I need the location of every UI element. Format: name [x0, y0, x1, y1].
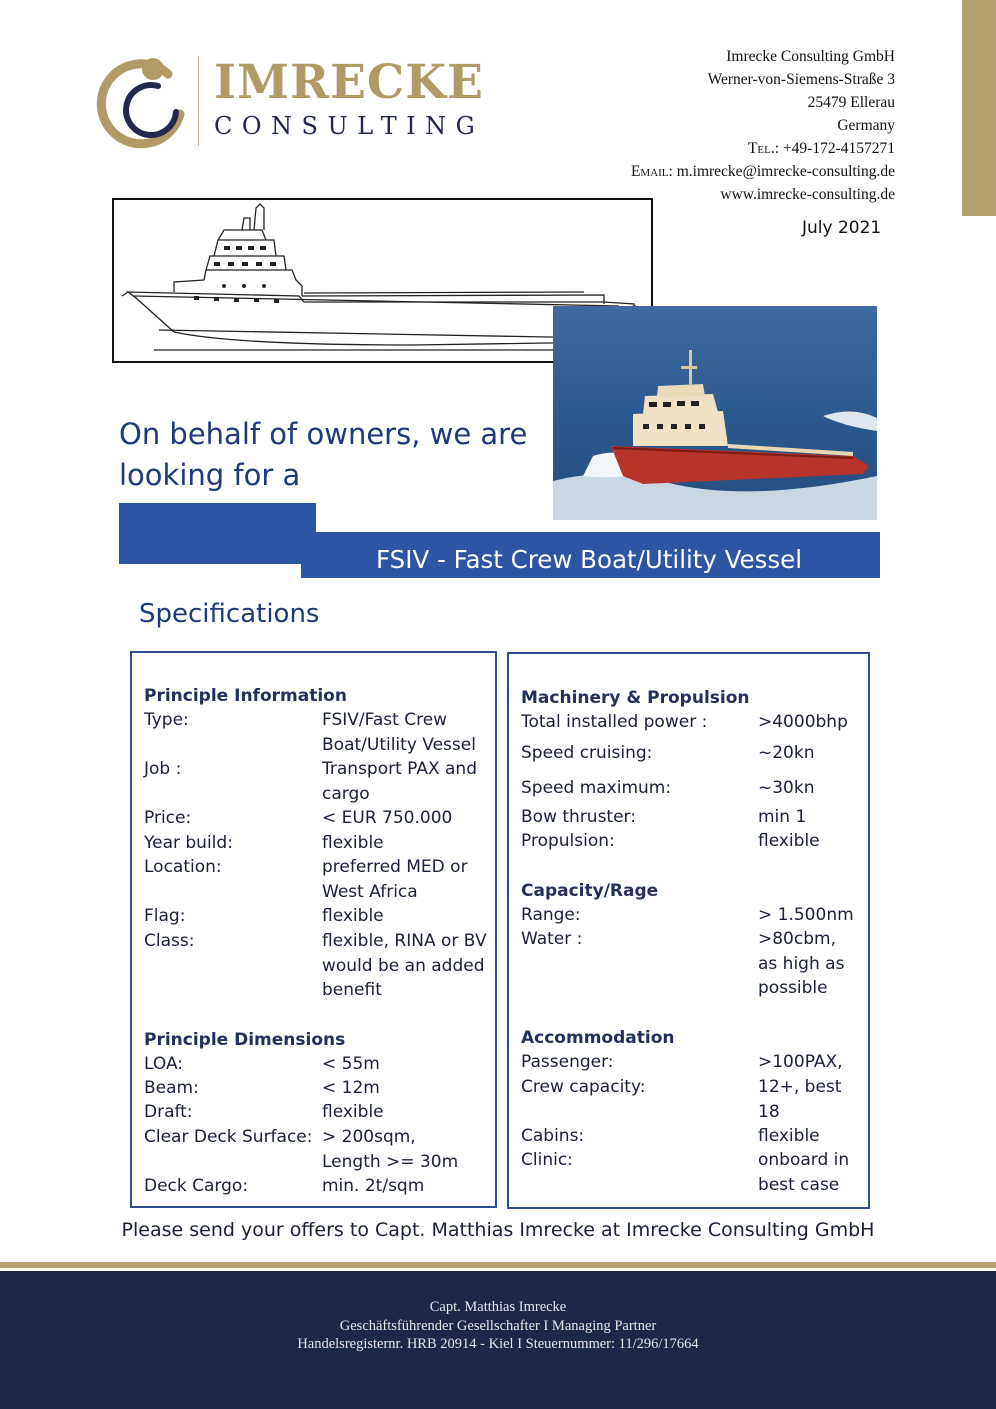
- section-machinery-propulsion: Machinery & Propulsion: [521, 688, 750, 708]
- spec-key: Range:: [521, 905, 581, 925]
- vessel-photo: [553, 306, 877, 520]
- section-accommodation: Accommodation: [521, 1028, 675, 1048]
- spec-key: Water :: [521, 929, 583, 949]
- spec-value: >4000bhp: [758, 712, 848, 732]
- spec-key: LOA:: [144, 1054, 184, 1074]
- spec-value: flexible: [322, 906, 384, 926]
- email[interactable]: Email: m.imrecke@imrecke-consulting.de: [630, 163, 895, 180]
- website-link[interactable]: www.imrecke-consulting.de: [720, 186, 895, 203]
- spec-value: flexible: [322, 1102, 384, 1122]
- spec-key: Beam:: [144, 1078, 199, 1098]
- spec-key: Class:: [144, 931, 195, 951]
- spec-value: ~30kn: [758, 778, 815, 798]
- footer: [0, 1271, 996, 1409]
- vessel-type-title: FSIV - Fast Crew Boat/Utility Vessel: [376, 545, 803, 574]
- spec-value: preferred MED or West Africa: [322, 857, 468, 902]
- spec-key: Cabins:: [521, 1126, 585, 1146]
- section-principle-dimensions: Principle Dimensions: [144, 1030, 346, 1050]
- section-capacity-range: Capacity/Rage: [521, 881, 659, 901]
- spec-key: Crew capacity:: [521, 1077, 646, 1097]
- spec-key: Price:: [144, 808, 192, 828]
- spec-value: flexible, RINA or BV would be an added benefit: [322, 931, 487, 1000]
- specifications-heading: Specifications: [139, 599, 320, 629]
- spec-key: Propulsion:: [521, 831, 615, 851]
- spec-value: > 200sqm, Length >= 30m: [322, 1127, 459, 1172]
- footer-text: [0, 1298, 996, 1354]
- spec-key: Bow thruster:: [521, 807, 636, 827]
- spec-value: < EUR 750.000: [322, 808, 453, 828]
- spec-key: Draft:: [144, 1102, 193, 1122]
- offer-instruction: Please send your offers to Capt. Matthias Imrecke at Imrecke Consulting GmbH: [121, 1219, 875, 1241]
- spec-key: Clinic:: [521, 1150, 573, 1170]
- logo-wordmark: IMRECKE: [214, 55, 484, 110]
- footer-registry: Handelsregisternr. HRB 20914 - Kiel I Steuernummer: 11/296/17664: [297, 1336, 699, 1352]
- spec-value: min. 2t/sqm: [322, 1176, 425, 1196]
- headline: On behalf of owners, we are looking for a: [119, 417, 528, 492]
- document-date: July 2021: [802, 218, 882, 238]
- company-address: [631, 45, 895, 206]
- gold-corner-tab: [962, 0, 996, 216]
- logo-divider: [198, 56, 199, 146]
- spec-key: Total installed power :: [521, 712, 708, 732]
- spec-value: Transport PAX and cargo: [322, 759, 478, 804]
- spec-value: ~20kn: [758, 743, 815, 763]
- vessel-photo-icon: [553, 306, 877, 520]
- footer-name: Capt. Matthias Imrecke: [429, 1299, 567, 1315]
- spec-value: > 1.500nm: [758, 905, 854, 925]
- spec-value: flexible: [322, 833, 384, 853]
- spec-key: Speed maximum:: [521, 778, 672, 798]
- spec-key: Location:: [144, 857, 222, 877]
- spec-value: FSIV/Fast Crew Boat/Utility Vessel: [322, 710, 476, 755]
- spec-key: Clear Deck Surface:: [144, 1127, 313, 1147]
- spec-value: flexible: [758, 1126, 820, 1146]
- spec-value: onboard in best case: [758, 1150, 850, 1195]
- spec-value: < 12m: [322, 1078, 380, 1098]
- country: Germany: [837, 117, 895, 134]
- logo-subtitle: CONSULTING: [214, 112, 485, 140]
- street: Werner-von-Siemens-Straße 3: [707, 71, 895, 88]
- footer-role: Geschäftsführender Gesellschafter I Managing Partner: [339, 1317, 657, 1334]
- spec-value: 12+, best 18: [758, 1077, 842, 1122]
- spec-value: >100PAX,: [758, 1052, 843, 1072]
- spec-key: Speed cruising:: [521, 743, 653, 763]
- logo-mark-icon: [96, 52, 191, 152]
- spec-key: Year build:: [144, 833, 233, 853]
- spec-key: Flag:: [144, 906, 186, 926]
- spec-key: Type:: [144, 710, 189, 730]
- telephone: Tel.: +49-172-4157271: [747, 140, 895, 157]
- spec-value: < 55m: [322, 1054, 380, 1074]
- spec-key: Deck Cargo:: [144, 1176, 249, 1196]
- footer-gold-rule: [0, 1262, 996, 1268]
- spec-value: min 1: [758, 807, 807, 827]
- company-name: Imrecke Consulting GmbH: [726, 48, 895, 65]
- title-band-left: [119, 503, 316, 564]
- spec-key: Passenger:: [521, 1052, 614, 1072]
- city: 25479 Ellerau: [807, 94, 895, 111]
- section-principle-information: Principle Information: [144, 686, 347, 706]
- spec-value: >80cbm, as high as possible: [758, 929, 845, 998]
- spec-value: flexible: [758, 831, 820, 851]
- spec-key: Job :: [144, 759, 182, 779]
